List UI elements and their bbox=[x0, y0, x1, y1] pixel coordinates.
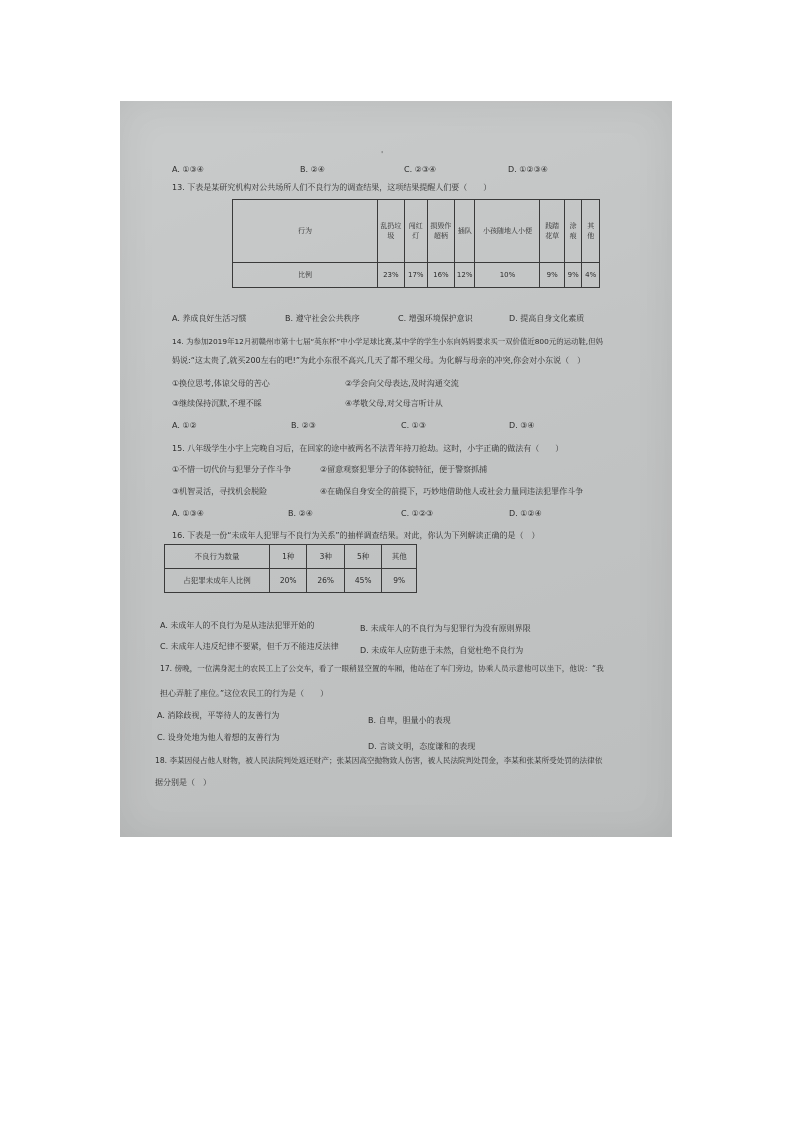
q13-col-7: 其他 bbox=[582, 200, 600, 263]
q18-stem-line1: 18. 李某因侵占他人财物，被人民法院判处返还财产；张某因高空抛物致人伤害，被人民法院判处罚金，李某和张某所受处罚的法律依 bbox=[155, 756, 603, 765]
q15-item-2: ②留意观察犯罪分子的体貌特征，便于警察抓捕 bbox=[320, 465, 488, 474]
q16-row-1: 20% bbox=[270, 569, 307, 593]
q13-val-5: 9% bbox=[540, 263, 564, 288]
q14-item-3: ③继续保持沉默,不理不睬 bbox=[172, 399, 262, 408]
q16-header-0: 不良行为数量 bbox=[165, 545, 270, 569]
q13-option-a: A. 养成良好生活习惯 bbox=[172, 314, 247, 323]
q13-val-4: 10% bbox=[475, 263, 540, 288]
q14-option-c: C. ①③ bbox=[401, 421, 427, 430]
q14-item-2: ②学会向父母表达,及时沟通交流 bbox=[345, 379, 459, 388]
q13-option-d: D. 提高自身文化素质 bbox=[509, 314, 585, 323]
q18-stem-line2: 据分别是（ ） bbox=[155, 778, 211, 787]
q16-option-b: B. 未成年人的不良行为与犯罪行为没有原则界限 bbox=[360, 624, 531, 633]
q17-stem-line2: 担心弄脏了座位。”这位农民工的行为是（ ） bbox=[160, 689, 329, 698]
q17-option-a: A. 消除歧视，平等待人的友善行为 bbox=[157, 711, 280, 720]
q12-option-a: A. ①③④ bbox=[172, 165, 204, 174]
q17-option-d: D. 言谈文明，态度谦和的表现 bbox=[368, 742, 476, 751]
q13-val-6: 9% bbox=[564, 263, 582, 288]
q15-stem: 15. 八年级学生小宇上完晚自习后，在回家的途中被两名不法青年持刀抢劫。这时，小宇正确的做法有（ ） bbox=[172, 444, 564, 453]
q13-stem: 13. 下表是某研究机构对公共场所人们不良行为的调查结果，这项结果提醒人们要（ ） bbox=[172, 183, 492, 192]
q15-option-d: D. ①②④ bbox=[509, 509, 542, 518]
q15-item-4: ④在确保自身安全的前提下，巧妙地借助他人或社会力量同违法犯罪作斗争 bbox=[320, 487, 584, 496]
q15-option-a: A. ①③④ bbox=[172, 509, 204, 518]
q16-header-3: 5种 bbox=[344, 545, 381, 569]
q13-option-c: C. 增强环境保护意识 bbox=[398, 314, 473, 323]
q15-option-b: B. ②④ bbox=[288, 509, 313, 518]
q13-val-3: 12% bbox=[454, 263, 475, 288]
q13-val-2: 16% bbox=[427, 263, 454, 288]
q13-col-6: 涂痕 bbox=[564, 200, 582, 263]
q13-col-0: 乱扔垃圾 bbox=[378, 200, 405, 263]
q12-option-b: B. ②④ bbox=[300, 165, 325, 174]
q14-option-b: B. ②③ bbox=[291, 421, 316, 430]
q14-option-a: A. ①② bbox=[172, 421, 197, 430]
q13-col-2: 损毁作超柄 bbox=[427, 200, 454, 263]
q16-header-2: 3种 bbox=[307, 545, 344, 569]
q14-item-4: ④孝敬父母,对父母言听计从 bbox=[345, 399, 443, 408]
q16-row-0: 占犯罪未成年人比例 bbox=[165, 569, 270, 593]
q13-col-1: 闯红灯 bbox=[404, 200, 427, 263]
q17-option-b: B. 自卑，胆量小的表现 bbox=[368, 716, 451, 725]
q12-option-c: C. ②③④ bbox=[404, 165, 437, 174]
q16-option-c: C. 未成年人违反纪律不要紧，但千万不能违反法律 bbox=[160, 642, 339, 651]
q15-item-3: ③机智灵活，寻找机会脱险 bbox=[172, 487, 268, 496]
q14-item-1: ①换位思考,体谅父母的苦心 bbox=[172, 379, 270, 388]
q16-row-2: 26% bbox=[307, 569, 344, 593]
q16-row-4: 9% bbox=[382, 569, 417, 593]
q16-option-d: D. 未成年人应防患于未然，自觉杜绝不良行为 bbox=[360, 646, 524, 655]
q16-table bbox=[164, 544, 417, 593]
q12-option-d: D. ①②③④ bbox=[508, 165, 548, 174]
q14-stem-line2: 妈说:“这太贵了,就买200左右的吧!”为此小东很不高兴,几天了都不理父母。为化解与母亲的冲突,你会对小东说（ ） bbox=[172, 356, 586, 365]
q15-option-c: C. ①②③ bbox=[401, 509, 434, 518]
q16-header-1: 1种 bbox=[270, 545, 307, 569]
q17-option-c: C. 设身处地为他人着想的友善行为 bbox=[157, 733, 280, 742]
q14-stem-line1: 14. 为参加2019年12月初赣州市第十七届“英东杯”中小学足球比赛,某中学的学生小东向妈妈要求买一双价值近800元的运动鞋,但妈 bbox=[172, 337, 603, 346]
q13-option-b: B. 遵守社会公共秩序 bbox=[285, 314, 360, 323]
q13-header-label: 行为 bbox=[233, 200, 378, 263]
q13-col-3: 插队 bbox=[454, 200, 475, 263]
q13-val-1: 17% bbox=[404, 263, 427, 288]
q16-header-4: 其他 bbox=[382, 545, 417, 569]
q16-stem: 16. 下表是一份“未成年人犯罪与不良行为关系”的抽样调查结果。对此，你认为下列解读正确的是（ ） bbox=[172, 531, 540, 540]
q13-val-0: 23% bbox=[378, 263, 405, 288]
q16-option-a: A. 未成年人的不良行为是从违法犯罪开始的 bbox=[160, 621, 315, 630]
q13-row-label: 比例 bbox=[233, 263, 378, 288]
q13-table bbox=[232, 199, 600, 288]
q13-col-5: 践踏花草 bbox=[540, 200, 564, 263]
q16-row-3: 45% bbox=[344, 569, 381, 593]
q14-option-d: D. ③④ bbox=[509, 421, 535, 430]
q13-val-7: 4% bbox=[582, 263, 600, 288]
stray-mark: ' bbox=[381, 150, 384, 159]
q13-col-4: 小孩随地人小便 bbox=[475, 200, 540, 263]
q15-item-1: ①不惜一切代价与犯罪分子作斗争 bbox=[172, 465, 292, 474]
q17-stem-line1: 17. 傍晚，一位满身泥土的农民工上了公交车，看了一眼稍显空置的车厢，他站在了车门旁边，协乘人员示意他可以坐下，他说：“我 bbox=[160, 664, 604, 673]
